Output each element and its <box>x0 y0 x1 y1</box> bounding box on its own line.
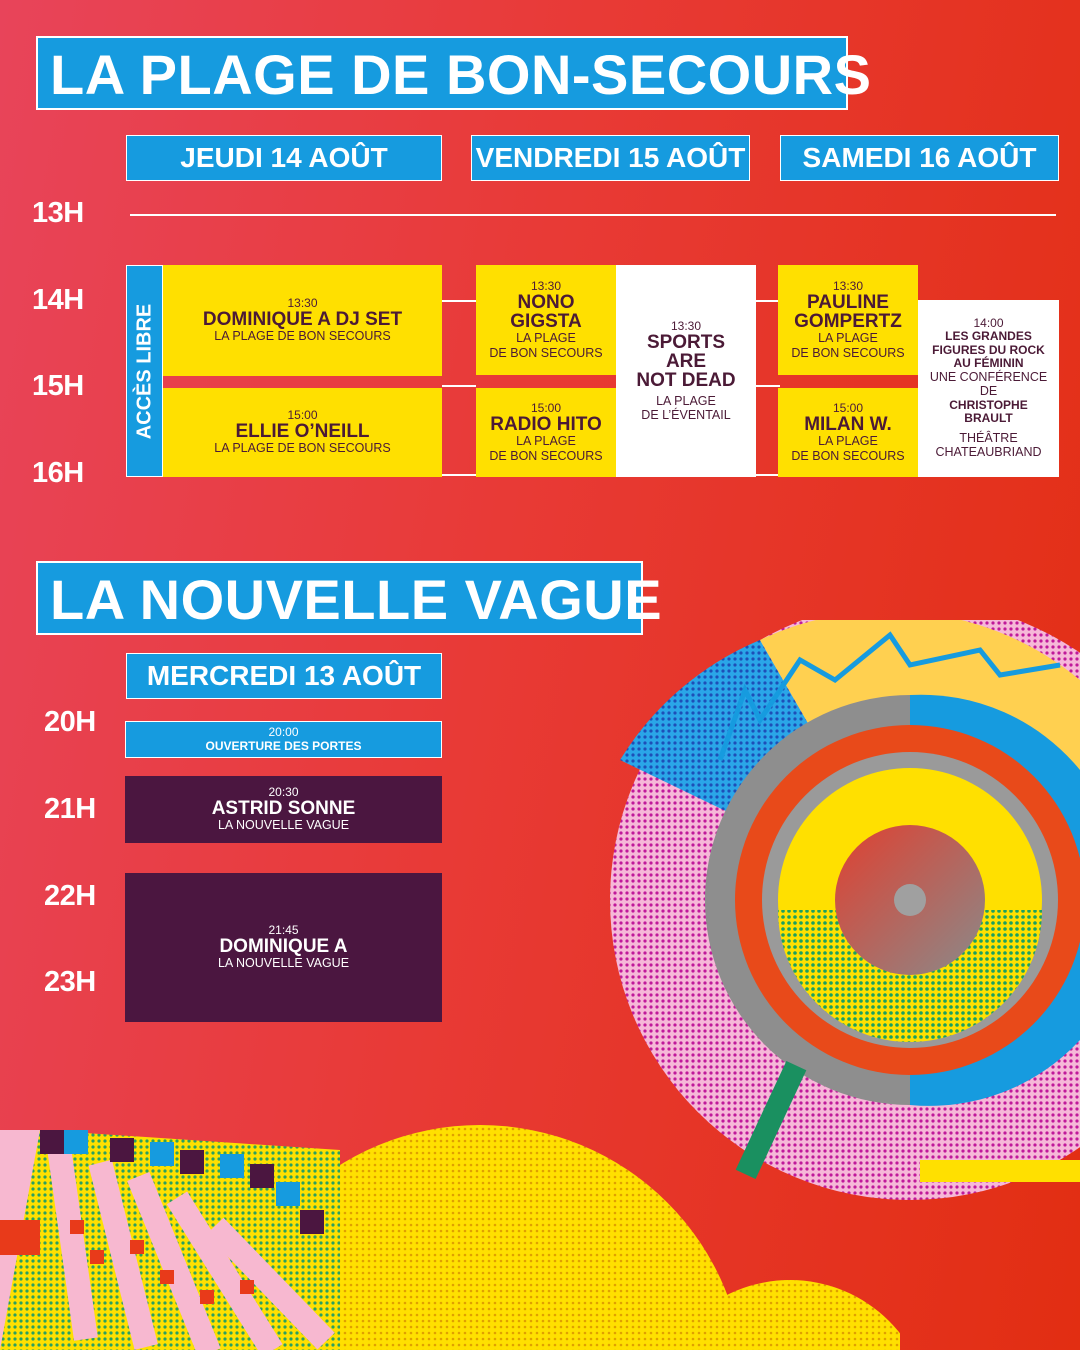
decorative-sun-graphic <box>0 1090 900 1350</box>
event-milan-w[interactable]: 15:00 MILAN W. LA PLAGE DE BON SECOURS <box>778 388 918 477</box>
timeline-divider <box>130 214 1056 216</box>
hour-label: 20H <box>44 706 96 738</box>
event-ouverture-des-portes[interactable]: 20:00 OUVERTURE DES PORTES <box>125 721 442 758</box>
event-nono-gigsta[interactable]: 13:30 NONO GIGSTA LA PLAGE DE BON SECOURS <box>476 265 616 375</box>
acces-libre-label: ACCÈS LIBRE <box>126 265 163 477</box>
event-radio-hito[interactable]: 15:00 RADIO HITO LA PLAGE DE BON SECOURS <box>476 388 616 477</box>
event-conference-rock-feminin[interactable]: 14:00 LES GRANDES FIGURES DU ROCK AU FÉMININ UNE CONFÉRENCE DE CHRISTOPHE BRAULT THÉÂTRE CHATEAUBRIAND <box>918 300 1059 477</box>
day-header-jeudi: JEUDI 14 AOÛT <box>126 135 442 181</box>
event-dominique-a[interactable]: 21:45 DOMINIQUE A LA NOUVELLE VAGUE <box>125 873 442 1022</box>
hour-label: 13H <box>32 197 84 229</box>
hour-label: 21H <box>44 793 96 825</box>
day-header-mercredi: MERCREDI 13 AOÛT <box>126 653 442 699</box>
hour-label: 16H <box>32 457 84 489</box>
day-header-samedi: SAMEDI 16 AOÛT <box>780 135 1059 181</box>
event-pauline-gompertz[interactable]: 13:30 PAULINE GOMPERTZ LA PLAGE DE BON SECOURS <box>778 265 918 375</box>
hour-label: 15H <box>32 370 84 402</box>
section-title-nouvelle-vague: LA NOUVELLE VAGUE <box>36 561 643 635</box>
event-sports-are-not-dead[interactable]: 13:30 SPORTS ARE NOT DEAD LA PLAGE DE L’ÉVENTAIL <box>616 265 756 477</box>
hour-label: 14H <box>32 284 84 316</box>
hour-label: 23H <box>44 966 96 998</box>
event-dominique-a-dj-set[interactable]: 13:30 DOMINIQUE A DJ SET LA PLAGE DE BON SECOURS <box>163 265 442 376</box>
hour-label: 22H <box>44 880 96 912</box>
day-header-vendredi: VENDREDI 15 AOÛT <box>471 135 750 181</box>
event-ellie-oneill[interactable]: 15:00 ELLIE O’NEILL LA PLAGE DE BON SECOURS <box>163 388 442 477</box>
section-title-plage: LA PLAGE DE BON-SECOURS <box>36 36 848 110</box>
event-astrid-sonne[interactable]: 20:30 ASTRID SONNE LA NOUVELLE VAGUE <box>125 776 442 843</box>
